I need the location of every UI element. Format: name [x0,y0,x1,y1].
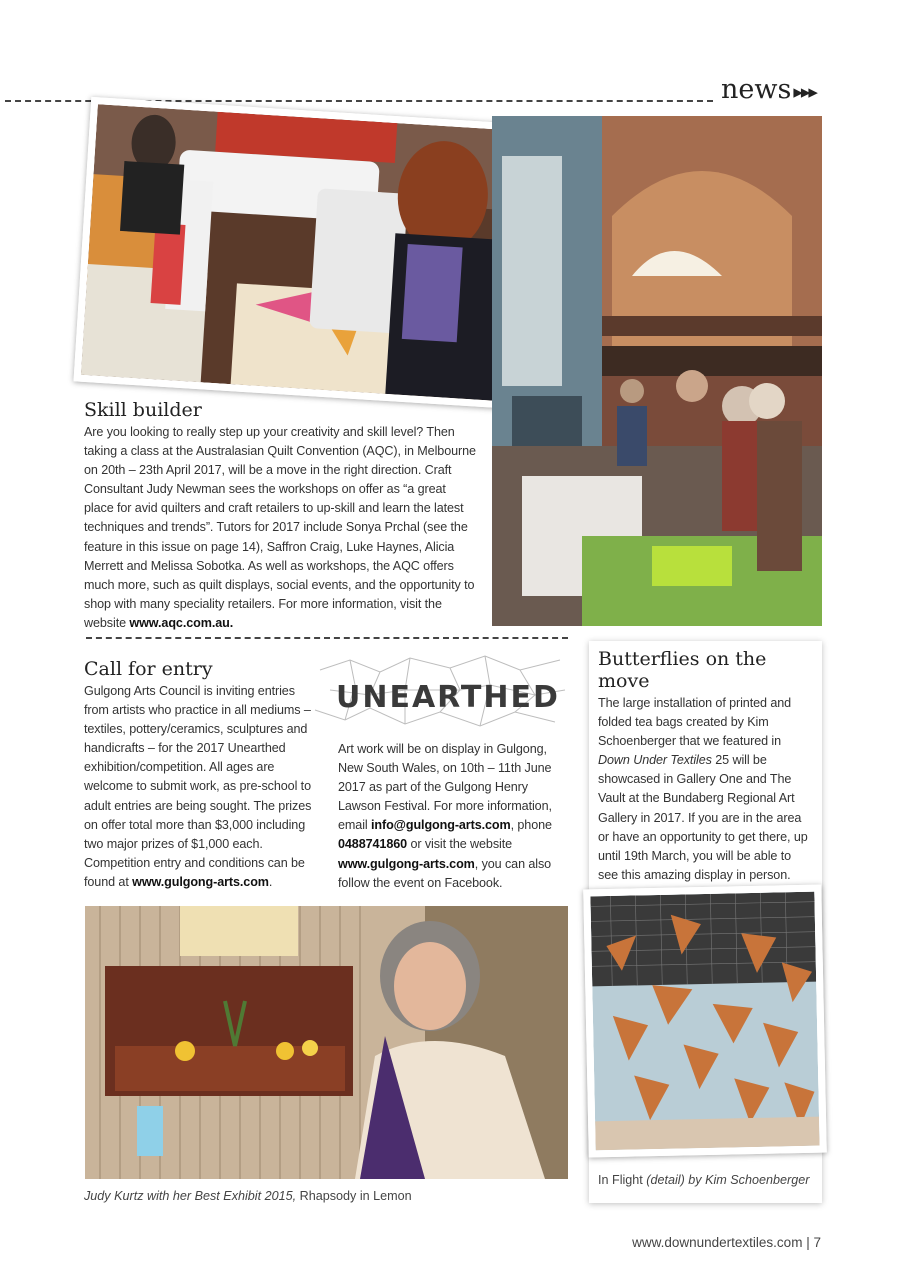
skill-builder-article [84,399,476,633]
footer [632,1235,821,1250]
call-for-entry-body [84,682,316,892]
photo-sewing-machine [73,97,518,408]
butterflies-caption-italic: (detail) by Kim Schoenberger [646,1173,810,1187]
phone-number: 0488741860 [338,837,408,852]
unearthed-text-2: , phone [510,818,552,833]
skill-builder-text: Are you looking to really step up your creativity and skill level? Then taking a class at the Australasian Quilt Convention (AQC), in Melbourne on 20th – 23th April 2017, will be a move in the right direction. Craft Consultant Judy Newman sees the workshops on offer as “a great place for avid quilters and craft retailers to up-skill and learn the latest techniques and trends”. Tutors for 2017 include Sonya Prchal (see the feature in this issue on page 14), Saffron Craig, Luke Haynes, Alicia Merrett and Melissa Sobotka. As well as workshops, the AQC offers much more, such as quilt displays, social events, and the opportunity to shop with many speciality retailers. For more information, visit the website [84,425,476,630]
unearthed-details [338,740,560,893]
unearthed-logo [310,650,572,732]
photo-butterflies [583,885,827,1158]
butterflies-caption [598,1173,809,1187]
unearthed-details-body [338,740,560,893]
aqc-website-link[interactable]: www.aqc.com.au. [129,615,234,630]
unearthed-logo-text: UNEARTHED [336,680,560,715]
footer-separator: | [806,1235,810,1250]
magazine-name: Down Under Textiles [598,753,712,768]
judy-caption-italic: Judy Kurtz with her Best Exhibit 2015, [84,1189,297,1203]
unearthed-text-3: or visit the website [407,837,513,852]
arrows-icon: ▸▸▸ [793,81,816,103]
section-divider-rule [86,637,568,639]
judy-caption [84,1189,412,1203]
gulgong-website-link-1[interactable]: www.gulgong-arts.com [132,874,269,889]
page-number: 7 [813,1235,821,1250]
email-link[interactable]: info@gulgong-arts.com [371,818,511,833]
butterflies-title: Butterflies on the move [598,648,767,692]
call-for-entry-end: . [268,874,273,889]
photo-exhibition-hall [492,116,822,626]
section-label [721,74,816,105]
butterflies-text-2: 25 will be showcased in Gallery One and The Vault at the Bundaberg Regional Art Gallery in 2017. If you are in the area or have an opportunity to get there, up until 19th March, you will be able to see this amazing display in person. [598,753,808,882]
call-for-entry-text: Gulgong Arts Council is inviting entries from artists who practice in all mediums – textiles, pottery/ceramics, sculptures and handicrafts – for the 2017 Unearthed exhibition/competition. All ages are welcome to submit work, as pre-school to adult entries are being sought. The prizes on offer total more than $3,000 including two major prizes of $1,000 each. Competition entry and conditions can be found at [84,684,312,889]
gulgong-website-link-2[interactable]: www.gulgong-arts.com [338,856,475,871]
section-label-text: news [721,74,792,105]
footer-url[interactable]: www.downundertextiles.com [632,1235,803,1250]
unearthed-text-4: , you can also follow the event on Facebook. [338,856,552,890]
photo-judy-kurtz [85,906,568,1179]
call-for-entry-article [84,658,316,892]
butterflies-article [598,648,813,885]
judy-caption-plain: Rhapsody in Lemon [296,1189,412,1203]
butterflies-caption-plain: In Flight [598,1173,647,1187]
unearthed-text-1: Art work will be on display in Gulgong, New South Wales, on 10th – 11th June 2017 as part of the Gulgong Henry Lawson Festival. For more information, email [338,742,552,833]
skill-builder-title: Skill builder [84,399,202,421]
butterflies-text-1: The large installation of printed and folded tea bags created by Kim Schoenberger that we featured in [598,696,792,749]
skill-builder-body [84,423,476,633]
call-for-entry-title: Call for entry [84,658,213,680]
butterflies-body [598,694,813,885]
